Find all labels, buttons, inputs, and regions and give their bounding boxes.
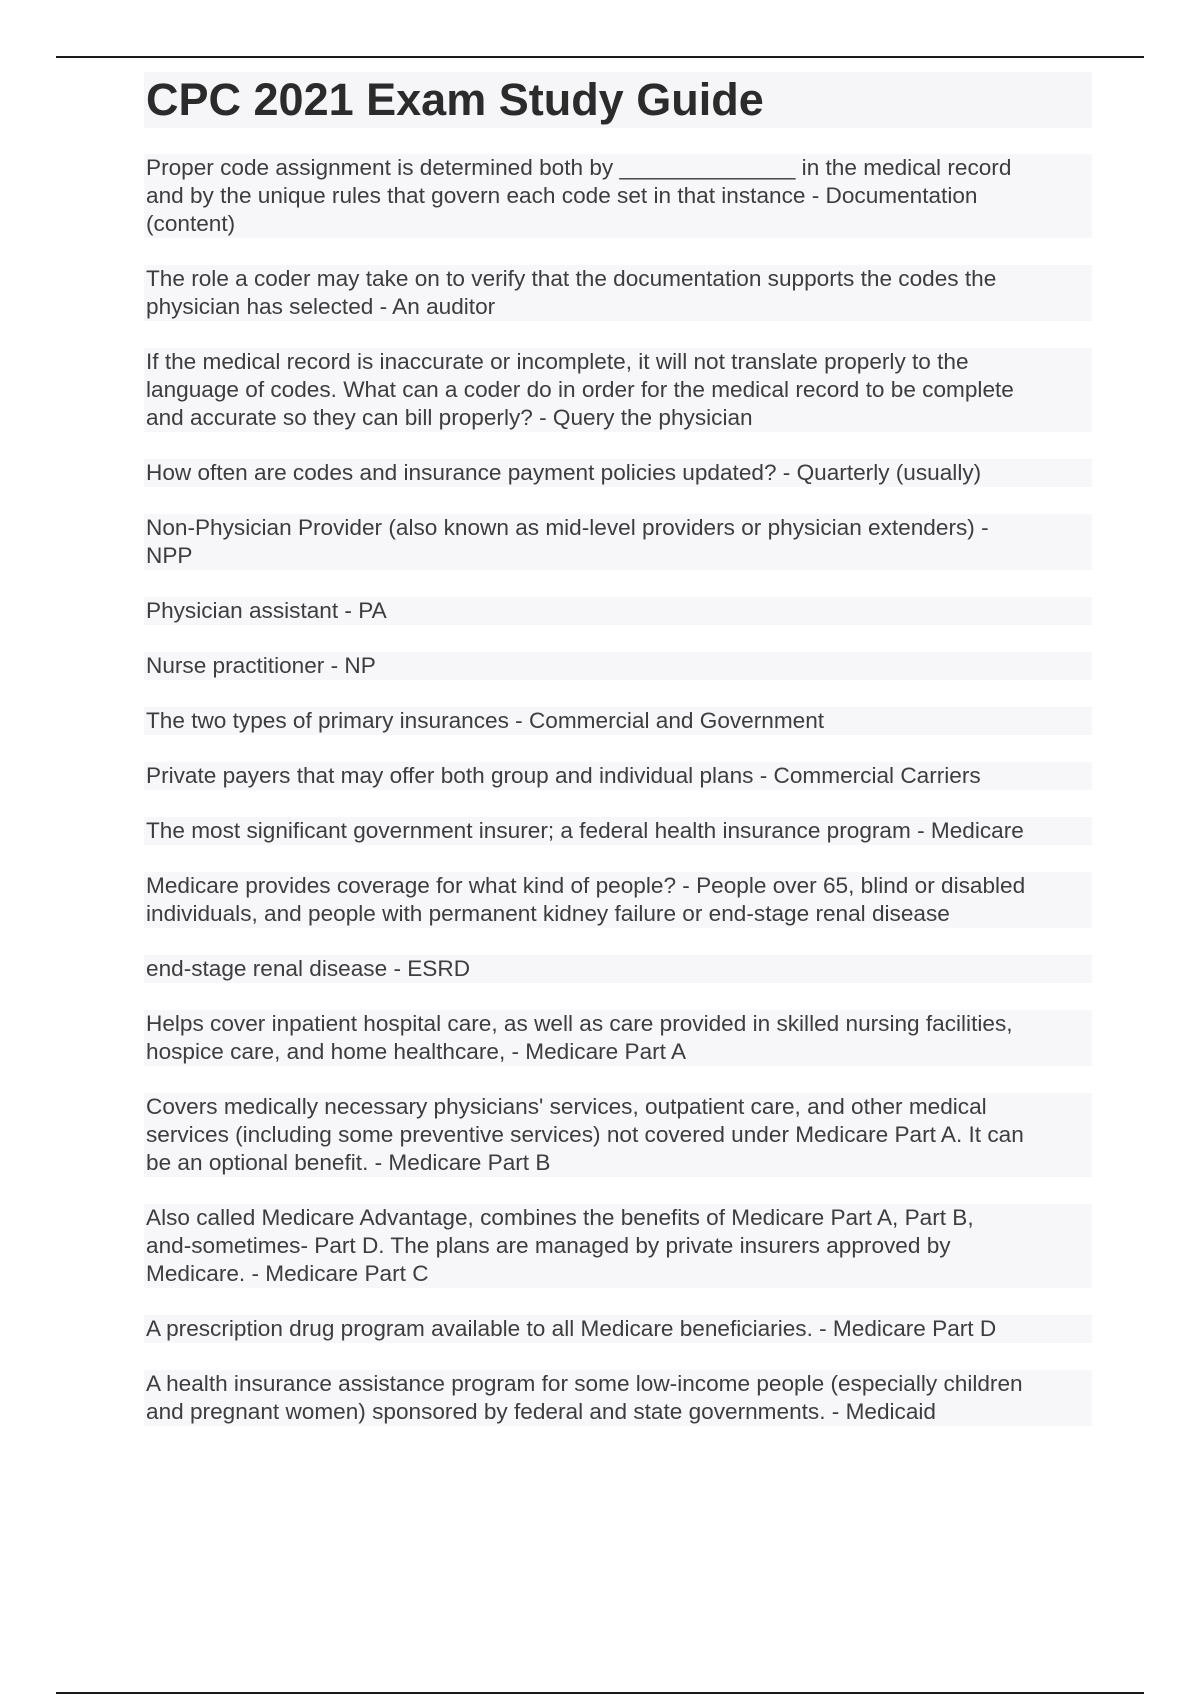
flashcard-item (144, 1370, 1092, 1426)
flashcard-item (144, 762, 1092, 790)
top-rule (56, 56, 1144, 58)
flashcard-text-line: Physician assistant - PA (146, 598, 387, 623)
flashcard-text-line: The role a coder may take on to verify that the documentation supports the codes the (146, 266, 997, 291)
flashcard-text-line: The most significant government insurer; a federal health insurance program - Medicare (146, 818, 1024, 843)
flashcard-item (144, 1315, 1092, 1343)
flashcard-text-line: Covers medically necessary physicians' services, outpatient care, and other medical (146, 1094, 987, 1119)
flashcard-item (144, 265, 1092, 321)
flashcard-item (144, 597, 1092, 625)
flashcard-text-line: services (including some preventive services) not covered under Medicare Part A. It can (146, 1122, 1024, 1147)
flashcard-text-line: How often are codes and insurance payment policies updated? - Quarterly (usually) (146, 460, 982, 485)
flashcard-text-line: Private payers that may offer both group and individual plans - Commercial Carriers (146, 763, 981, 788)
flashcard-item (144, 652, 1092, 680)
flashcard-text-line: physician has selected - An auditor (146, 294, 496, 319)
flashcard-item (144, 1010, 1092, 1066)
flashcard-item (144, 459, 1092, 487)
flashcard-item (144, 348, 1092, 432)
flashcard-text-line: end-stage renal disease - ESRD (146, 956, 471, 981)
flashcard-text-line: NPP (146, 543, 193, 568)
flashcard-text-line: Helps cover inpatient hospital care, as well as care provided in skilled nursing facilities, (146, 1011, 1013, 1036)
flashcard-text-line: hospice care, and home healthcare, - Medicare Part A (146, 1039, 687, 1064)
flashcard-text-line: A prescription drug program available to all Medicare beneficiaries. - Medicare Part D (146, 1316, 997, 1341)
bottom-rule (56, 1692, 1144, 1694)
flashcard-list (144, 154, 1092, 1453)
flashcard-item (144, 514, 1092, 570)
flashcard-text-line: (content) (146, 211, 236, 236)
flashcard-text-line: If the medical record is inaccurate or incomplete, it will not translate properly to the (146, 349, 969, 374)
flashcard-text-line: be an optional benefit. - Medicare Part B (146, 1150, 551, 1175)
flashcard-text-line: Also called Medicare Advantage, combines the benefits of Medicare Part A, Part B, (146, 1205, 974, 1230)
flashcard-text-line: language of codes. What can a coder do in order for the medical record to be complete (146, 377, 1014, 402)
flashcard-text-line: Non-Physician Provider (also known as mid-level providers or physician extenders) - (146, 515, 989, 540)
flashcard-text-line: and accurate so they can bill properly? - Query the physician (146, 405, 753, 430)
flashcard-text-line: Proper code assignment is determined both by ______________ in the medical record (146, 155, 1012, 180)
flashcard-text-line: and pregnant women) sponsored by federal and state governments. - Medicaid (146, 1399, 936, 1424)
flashcard-item (144, 707, 1092, 735)
flashcard-text-line: Medicare. - Medicare Part C (146, 1261, 429, 1286)
flashcard-text-line: and-sometimes- Part D. The plans are managed by private insurers approved by (146, 1233, 951, 1258)
flashcard-text-line: The two types of primary insurances - Commercial and Government (146, 708, 825, 733)
flashcard-item (144, 955, 1092, 983)
flashcard-text-line: Nurse practitioner - NP (146, 653, 376, 678)
flashcard-text-line: A health insurance assistance program for some low-income people (especially children (146, 1371, 1023, 1396)
flashcard-item (144, 154, 1092, 238)
flashcard-item (144, 1093, 1092, 1177)
flashcard-item (144, 817, 1092, 845)
flashcard-item (144, 1204, 1092, 1288)
flashcard-item (144, 872, 1092, 928)
page-title: CPC 2021 Exam Study Guide (146, 74, 764, 125)
flashcard-text-line: and by the unique rules that govern each code set in that instance - Documentation (146, 183, 978, 208)
flashcard-text-line: Medicare provides coverage for what kind of people? - People over 65, blind or disabled (146, 873, 1026, 898)
flashcard-text-line: individuals, and people with permanent kidney failure or end-stage renal disease (146, 901, 950, 926)
